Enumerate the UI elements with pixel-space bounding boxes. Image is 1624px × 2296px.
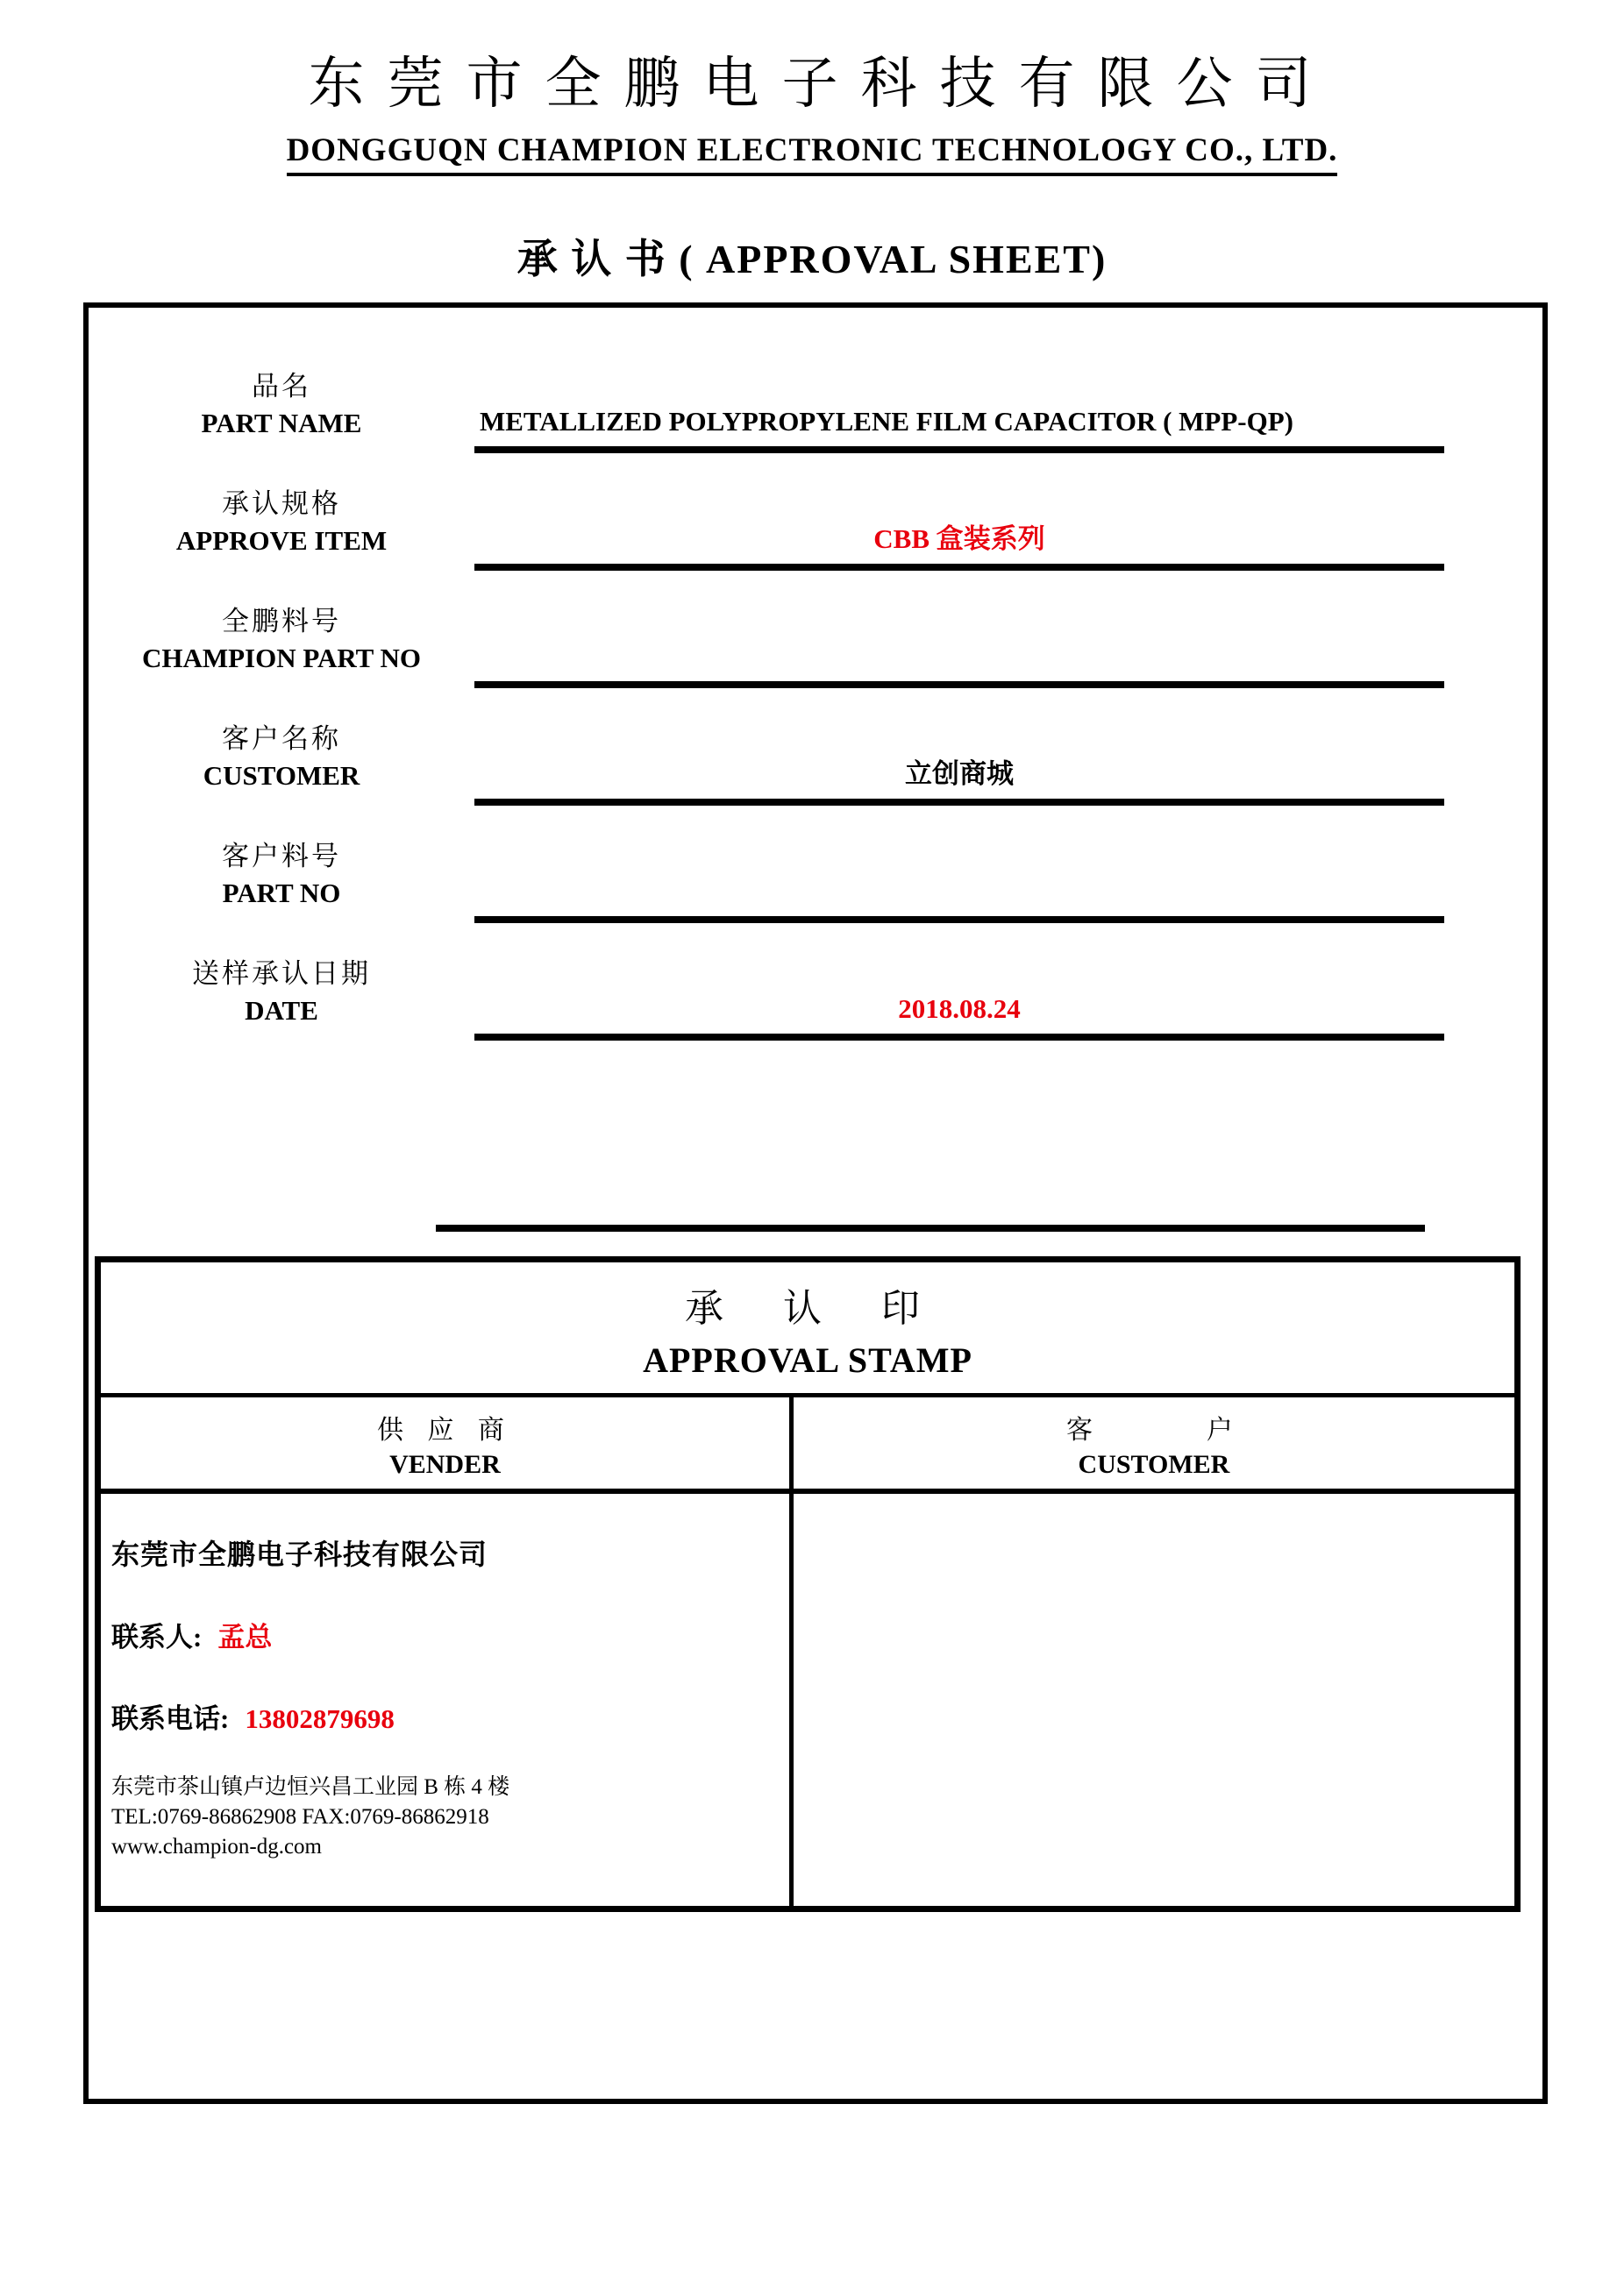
approval-stamp-title bbox=[101, 1262, 1514, 1397]
field-underline bbox=[474, 681, 1444, 688]
field-underline bbox=[474, 446, 1444, 453]
company-name-cn: 东 莞 市 全 鹏 电 子 科 技 有 限 公 司 bbox=[308, 53, 1316, 115]
vendor-contact-name: 孟总 bbox=[217, 1622, 273, 1653]
form-box bbox=[83, 302, 1548, 2104]
field-label-en: CHAMPION PART NO bbox=[141, 643, 422, 673]
approval-stamp-box bbox=[95, 1256, 1521, 1912]
field-value: 立创商城 bbox=[905, 758, 1014, 789]
field-label-cn: 客户料号 bbox=[222, 841, 341, 871]
vendor-phone-label: 联系电话: bbox=[111, 1703, 230, 1734]
field-label bbox=[89, 604, 474, 688]
field-label-cn: 全鹏料号 bbox=[222, 606, 341, 636]
field-value-area bbox=[474, 401, 1444, 453]
vendor-contact-label: 联系人: bbox=[111, 1622, 203, 1653]
field-underline bbox=[474, 916, 1444, 923]
customer-header-cell bbox=[794, 1397, 1514, 1489]
field-label-cn: 客户名称 bbox=[222, 723, 341, 754]
form-row-part-name bbox=[89, 369, 1542, 453]
vendor-contact-row bbox=[111, 1615, 772, 1654]
field-value bbox=[474, 639, 1444, 681]
field-label-cn: 承认规格 bbox=[222, 488, 341, 519]
field-underline bbox=[474, 799, 1444, 806]
field-label-en: APPROVE ITEM bbox=[175, 525, 388, 556]
form-row-champion-part-no bbox=[89, 604, 1542, 688]
field-label-en: PART NO bbox=[222, 878, 341, 908]
vendor-website: www.champion-dg.com bbox=[111, 1835, 322, 1859]
stamp-body-row bbox=[101, 1494, 1514, 1906]
field-value: 2018.08.24 bbox=[898, 993, 1021, 1024]
field-value: CBB 盒装系列 bbox=[873, 523, 1045, 554]
field-label-cn: 送样承认日期 bbox=[192, 958, 371, 989]
field-label bbox=[89, 487, 474, 571]
vendor-stamp-cell bbox=[101, 1494, 794, 1906]
vendor-company: 东莞市全鹏电子科技有限公司 bbox=[111, 1539, 488, 1570]
approval-stamp-title-cn: 承 认 印 bbox=[685, 1287, 930, 1330]
field-label-cn: 品名 bbox=[252, 371, 311, 402]
customer-header-cn: 客 户 bbox=[1065, 1416, 1242, 1445]
field-label bbox=[89, 956, 474, 1041]
vendor-header-en: VENDER bbox=[389, 1450, 501, 1479]
customer-stamp-cell bbox=[794, 1494, 1514, 1906]
form-row-customer bbox=[89, 721, 1542, 806]
document-title: 承 认 书 ( APPROVAL SHEET) bbox=[516, 237, 1108, 281]
field-underline bbox=[474, 1034, 1444, 1041]
field-label bbox=[89, 839, 474, 923]
field-value-area bbox=[474, 518, 1444, 571]
field-value-area bbox=[474, 874, 1444, 923]
form-row-date bbox=[89, 956, 1542, 1041]
field-underline bbox=[474, 564, 1444, 571]
field-label bbox=[89, 721, 474, 806]
field-value-area bbox=[474, 753, 1444, 806]
vendor-tel-fax: TEL:0769-86862908 FAX:0769-86862918 bbox=[111, 1805, 489, 1829]
vendor-address: 东莞市茶山镇卢边恒兴昌工业园 B 栋 4 楼 bbox=[111, 1775, 510, 1799]
divider-rule bbox=[436, 1225, 1425, 1232]
field-value-area bbox=[474, 639, 1444, 688]
vendor-phone-row bbox=[111, 1696, 772, 1736]
form-row-approve-item bbox=[89, 487, 1542, 571]
vendor-phone-number: 13802879698 bbox=[245, 1703, 395, 1734]
company-name-en bbox=[0, 132, 1624, 176]
form-row-part-no bbox=[89, 839, 1542, 923]
field-label-en: PART NAME bbox=[201, 408, 362, 438]
stamp-header-row bbox=[101, 1397, 1514, 1494]
field-value-area bbox=[474, 988, 1444, 1041]
field-value: METALLIZED POLYPROPYLENE FILM CAPACITOR ( MPP-QP) bbox=[480, 406, 1294, 437]
vendor-header-cell bbox=[101, 1397, 794, 1489]
approval-stamp-title-en: APPROVAL STAMP bbox=[643, 1340, 972, 1380]
company-name-en-text: DONGGUQN CHAMPION ELECTRONIC TECHNOLOGY CO., LTD. bbox=[287, 132, 1338, 176]
field-label-en: CUSTOMER bbox=[203, 760, 360, 791]
field-value bbox=[474, 874, 1444, 916]
field-label-en: DATE bbox=[245, 995, 318, 1026]
customer-header-en: CUSTOMER bbox=[1078, 1450, 1230, 1479]
field-label bbox=[89, 369, 474, 453]
vendor-header-cn: 供 应 商 bbox=[376, 1416, 513, 1445]
vendor-address-block bbox=[111, 1773, 772, 1862]
